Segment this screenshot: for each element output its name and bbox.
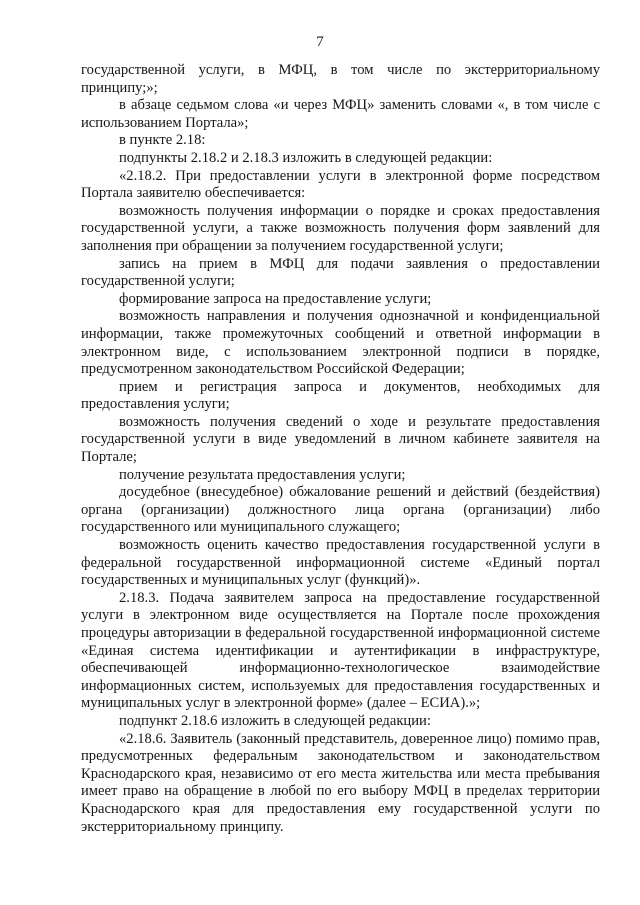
paragraph: подпункты 2.18.2 и 2.18.3 изложить в следующей редакции: [119, 149, 493, 166]
paragraph: возможность оценить качество предоставления государственной услуги в федеральной государственной информационной системе «Единый портал государственных и муниципальных услуг (функций)». [81, 537, 600, 589]
paragraph: «2.18.2. При предоставлении услуги в электронной форме посредством Портала заявителю обеспечивается: [81, 167, 600, 202]
page-number: 7 [316, 34, 324, 50]
paragraph: подпункт 2.18.6 изложить в следующей редакции: [119, 712, 431, 729]
paragraph: возможность направления и получения однозначной и конфиденциальной информации, также промежуточных сообщений и ответной информации в электронном виде, с использованием электронной подписи в порядке, предусмотренном законодательством Российской Федерации; [81, 308, 600, 378]
paragraph: в абзаце седьмом слова «и через МФЦ» заменить словами «, в том числе с использованием Портала»; [81, 97, 600, 131]
paragraph: 2.18.3. Подача заявителем запроса на предоставление государственной услуги в электронном виде осуществляется на Портале после прохождения процедуры авторизации в федеральной государственной информационной системе «Единая система идентификации и аутентификации в инфраструктуре, обеспечивающей информационно-технологическое взаимодействие информационных систем, используемых для предоставления государственных и муниципальных услуг в электронной форме» (далее – ЕСИА).»; [81, 589, 600, 712]
paragraph: досудебное (внесудебное) обжалование решений и действий (бездействия) органа (организации) должностного лица органа (организации) либо государственного или муниципального служащего; [81, 484, 600, 536]
paragraph: возможность получения сведений о ходе и результате предоставления государственной услуги в виде уведомлений в личном кабинете заявителя на Портале; [81, 413, 600, 466]
paragraph: возможность получения информации о порядке и сроках предоставления государственной услуги, а также возможность получения форм заявлений для заполнения при обращении за получением государственной услуги; [81, 202, 600, 254]
paragraph: запись на прием в МФЦ для подачи заявления о предоставлении государственной услуги; [81, 255, 600, 290]
paragraph: формирование запроса на предоставление услуги; [119, 290, 432, 307]
paragraph-continuation: государственной услуги, в МФЦ, в том числе по экстерриториальному принципу;»; [81, 62, 600, 96]
paragraph: прием и регистрация запроса и документов, необходимых для предоставления услуги; [81, 378, 600, 413]
paragraph: в пункте 2.18: [119, 132, 206, 149]
paragraph: «2.18.6. Заявитель (законный представитель, доверенное лицо) помимо прав, предусмотренных федеральным законодательством и законодательством Краснодарского края, независимо от его места жительства или места пребывания имеет право на обращение в любой по его выбору МФЦ в пределах территории Краснодарского края для предоставления ему государственной услуги по экстерриториальному принципу. [81, 730, 600, 835]
paragraph: получение результата предоставления услуги; [119, 466, 406, 483]
document-body [81, 62, 600, 836]
